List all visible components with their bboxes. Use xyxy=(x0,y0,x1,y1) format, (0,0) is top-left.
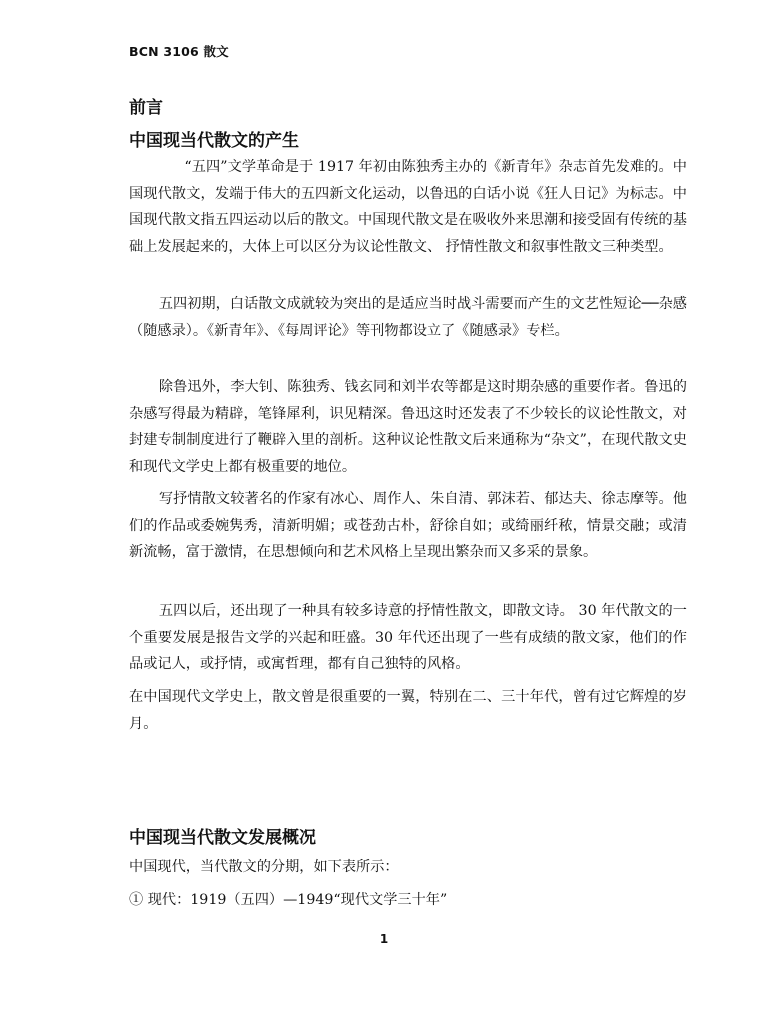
section-heading-overview: 中国现当代散文发展概况 xyxy=(129,828,316,848)
running-header: BCN 3106 散文 xyxy=(129,44,229,59)
period-item-1: ① 现代：1919（五四）—1949“现代文学三十年” xyxy=(129,892,448,908)
paragraph-6: 在中国现代文学史上，散文曾是很重要的一翼，特别在二、三十年代，曾有过它辉煌的岁月。 xyxy=(129,689,687,732)
overview-intro: 中国现代，当代散文的分期，如下表所示： xyxy=(129,859,399,875)
paragraph-1: “五四”文学革命是于 1917 年初由陈独秀主办的《新青年》杂志首先发难的。中国现代散文，发端于伟大的五四新文化运动，以鲁迅的白话小说《狂人日记》为标志。中国现代散文指五四运动以后的散文。中国现代散文是在吸收外来思潮和接受固有传统的基础上发展起来的，大体上可以区分为议论性散文、 抒情性散文和叙事性散文三种类型。 xyxy=(129,159,687,255)
preface-heading: 前言 xyxy=(129,98,163,118)
paragraph-5: 五四以后，还出现了一种具有较多诗意的抒情性散文，即散文诗。 30 年代散文的一个重要发展是报告文学的兴起和旺盛。30 年代还出现了一些有成绩的散文家，他们的作品或记人，或抒情，或寓哲理，都有自己独特的风格。 xyxy=(129,603,687,672)
paragraph-3: 除鲁迅外，李大钊、陈独秀、钱玄同和刘半农等都是这时期杂感的重要作者。鲁迅的杂感写得最为精辟，笔锋犀利，识见精深。鲁迅这时还发表了不少较长的议论性散文，对封建专制制度进行了鞭辟入里的剖析。这种议论性散文后来通称为“杂文”，在现代散文史和现代文学史上都有极重要的地位。 xyxy=(129,379,687,475)
section-heading-origin: 中国现当代散文的产生 xyxy=(129,131,299,151)
paragraph-4: 写抒情散文较著名的作家有冰心、周作人、朱自清、郭沫若、郁达夫、徐志摩等。他们的作品或委婉隽秀，清新明媚；或苍劲古朴，舒徐自如；或绮丽纤秾，情景交融；或清新流畅，富于激情，在思想倾向和艺术风格上呈现出繁杂而又多采的景象。 xyxy=(129,491,687,560)
paragraph-2: 五四初期，白话散文成就较为突出的是适应当时战斗需要而产生的文艺性短论──杂感（随感录）。《新青年》、《每周评论》等刊物都设立了《随感录》专栏。 xyxy=(129,296,687,339)
page-number: 1 xyxy=(379,932,389,946)
